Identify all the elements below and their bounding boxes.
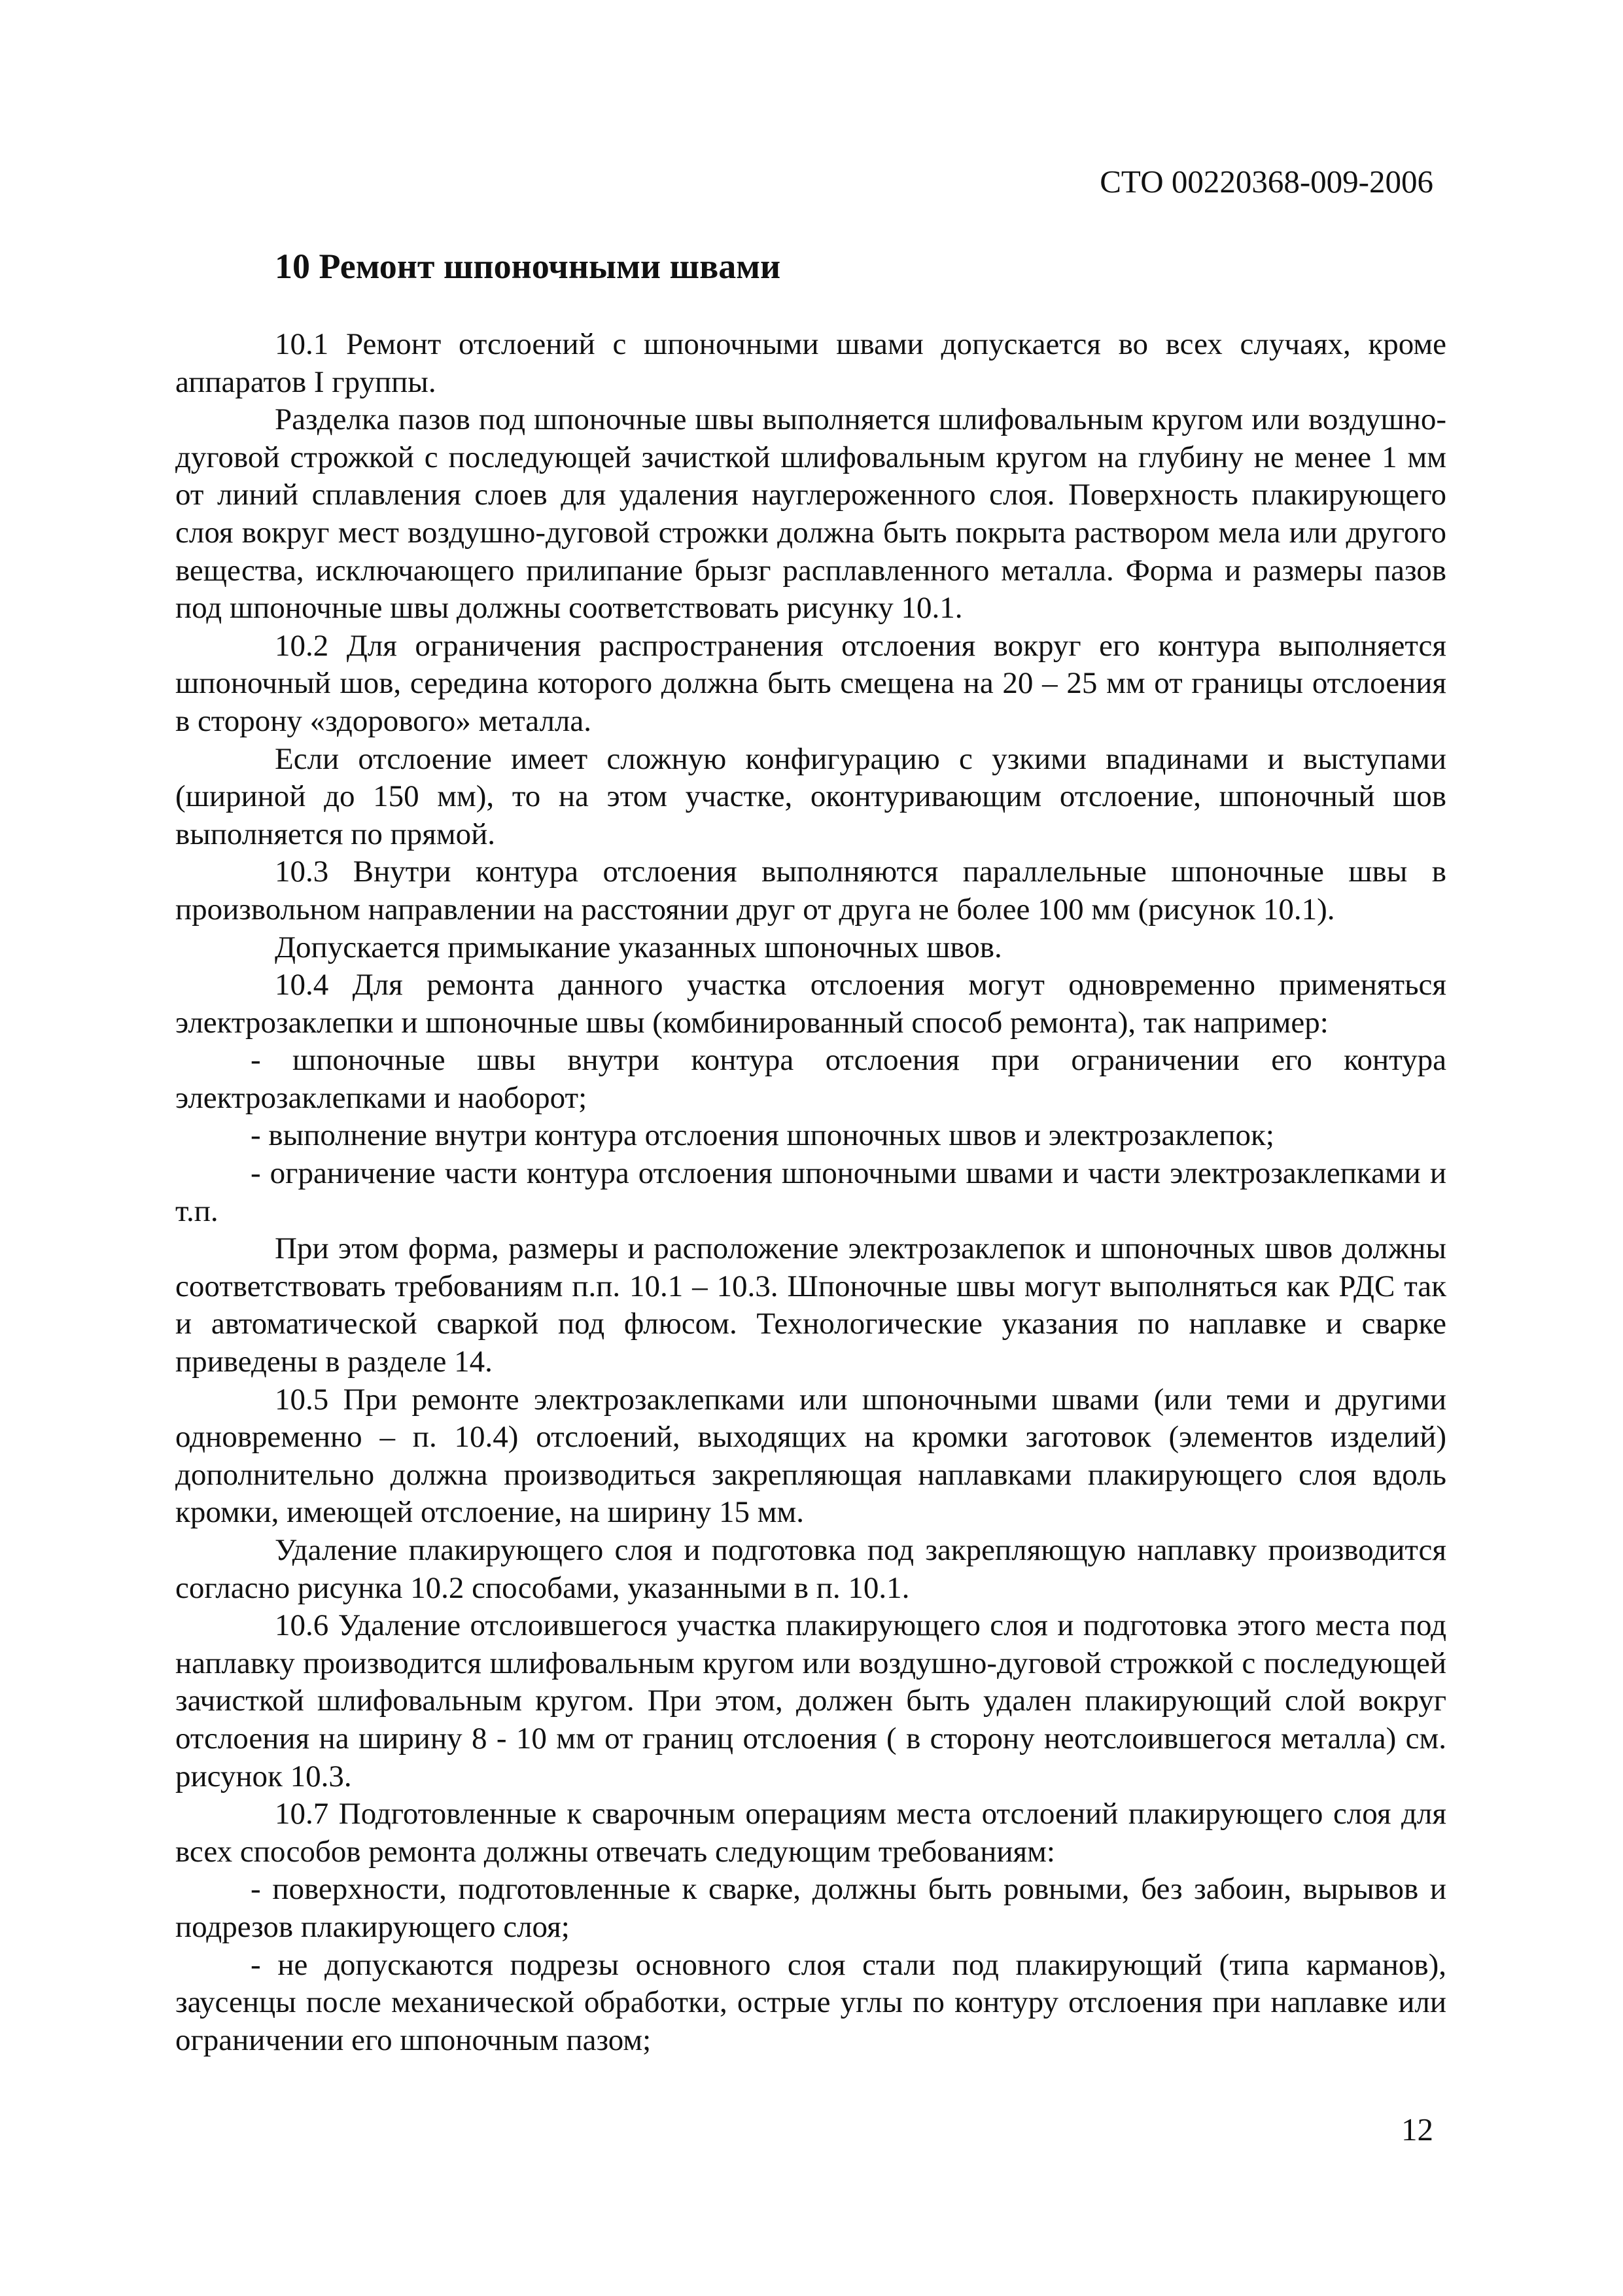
list-item: - выполнение внутри контура отслоения шпоночных швов и электрозаклепок;: [251, 1118, 1274, 1153]
paragraph-10-2: 10.2 Для ограничения распространения отслоения вокруг его контура выполняется шпоночный шов, середина которого должна быть смещена на 20 – 25 мм от границы отслоения в сторону «здорового» металла.: [175, 628, 1446, 738]
paragraph-requirements: При этом форма, размеры и расположение электрозаклепок и шпоночных швов должны соответствовать требованиям п.п. 10.1 – 10.3. Шпоночные швы могут выполняться как РДС так и автоматической сваркой под флюсом. Технологические указания по наплавке и сварке приведены в разделе 14.: [175, 1231, 1446, 1379]
paragraph-complex-config: Если отслоение имеет сложную конфигурацию с узкими впадинами и выступами (шириной до 150 мм), то на этом участке, оконтуривающим отслоение, шпоночный шов выполняется по прямой.: [175, 741, 1446, 851]
paragraph-grooving: Разделка пазов под шпоночные швы выполняется шлифовальным кругом или воздушно-дуговой строжкой с последующей зачисткой шлифовальным кругом на глубину не менее 1 мм от линий сплавления слоев для удаления науглероженного слоя. Поверхность плакирующего слоя вокруг мест воздушно-дуговой строжки должна быть покрыта раствором мела или другого вещества, исключающего прилипание брызг расплавленного металла. Форма и размеры пазов под шпоночные швы должны соответствовать рисунку 10.1.: [175, 402, 1446, 626]
section-title: 10 Ремонт шпоночными швами: [275, 247, 781, 286]
paragraph-10-3: 10.3 Внутри контура отслоения выполняются параллельные шпоночные швы в произвольном направлении на расстоянии друг от друга не более 100 мм (рисунок 10.1).: [175, 855, 1446, 927]
paragraph-10-6: 10.6 Удаление отслоившегося участка плакирующего слоя и подготовка этого места под наплавку производится шлифовальным кругом или воздушно-дуговой строжкой с последующей зачисткой шлифовальным кругом. При этом, должен быть удален плакирующий слой вокруг отслоения на ширину 8 - 10 мм от границ отслоения ( в сторону неотслоившегося металла) см. рисунок 10.3.: [175, 1608, 1446, 1793]
paragraph-10-7: 10.7 Подготовленные к сварочным операциям места отслоений плакирующего слоя для всех способов ремонта должны отвечать следующим требованиям:: [175, 1797, 1446, 1869]
paragraph-10-5: 10.5 При ремонте электрозаклепками или шпоночными швами (или теми и другими одновременно – п. 10.4) отслоений, выходящих на кромки заготовок (элементов изделий) дополнительно должна производиться закрепляющая наплавками плакирующего слоя вдоль кромки, имеющей отслоение, на ширину 15 мм.: [175, 1382, 1446, 1530]
paragraph-10-4: 10.4 Для ремонта данного участка отслоения могут одновременно применяться электрозаклепки и шпоночные швы (комбинированный способ ремонта), так например:: [175, 968, 1446, 1040]
list-item: - шпоночные швы внутри контура отслоения при ограничении его контура электрозаклепками и наоборот;: [175, 1043, 1446, 1115]
list-item: - ограничение части контура отслоения шпоночными швами и части электрозаклепками и т.п.: [175, 1156, 1446, 1228]
paragraph-10-1: 10.1 Ремонт отслоений с шпоночными швами допускается во всех случаях, кроме аппаратов I группы.: [175, 327, 1446, 399]
document-code: СТО 00220368-009-2006: [1100, 164, 1433, 200]
body-text: [175, 326, 1446, 2059]
paragraph-removal: Удаление плакирующего слоя и подготовка под закрепляющую наплавку производится согласно рисунка 10.2 способами, указанными в п. 10.1.: [175, 1533, 1446, 1605]
list-item: - поверхности, подготовленные к сварке, должны быть ровными, без забоин, вырывов и подрезов плакирующего слоя;: [175, 1872, 1446, 1944]
list-item: - не допускаются подрезы основного слоя стали под плакирующий (типа карманов), заусенцы после механической обработки, острые углы по контуру отслоения при наплавке или ограничении его шпоночным пазом;: [175, 1947, 1446, 2057]
paragraph-abutment: Допускается примыкание указанных шпоночных швов.: [275, 930, 1002, 964]
page-number: 12: [1401, 2111, 1433, 2147]
